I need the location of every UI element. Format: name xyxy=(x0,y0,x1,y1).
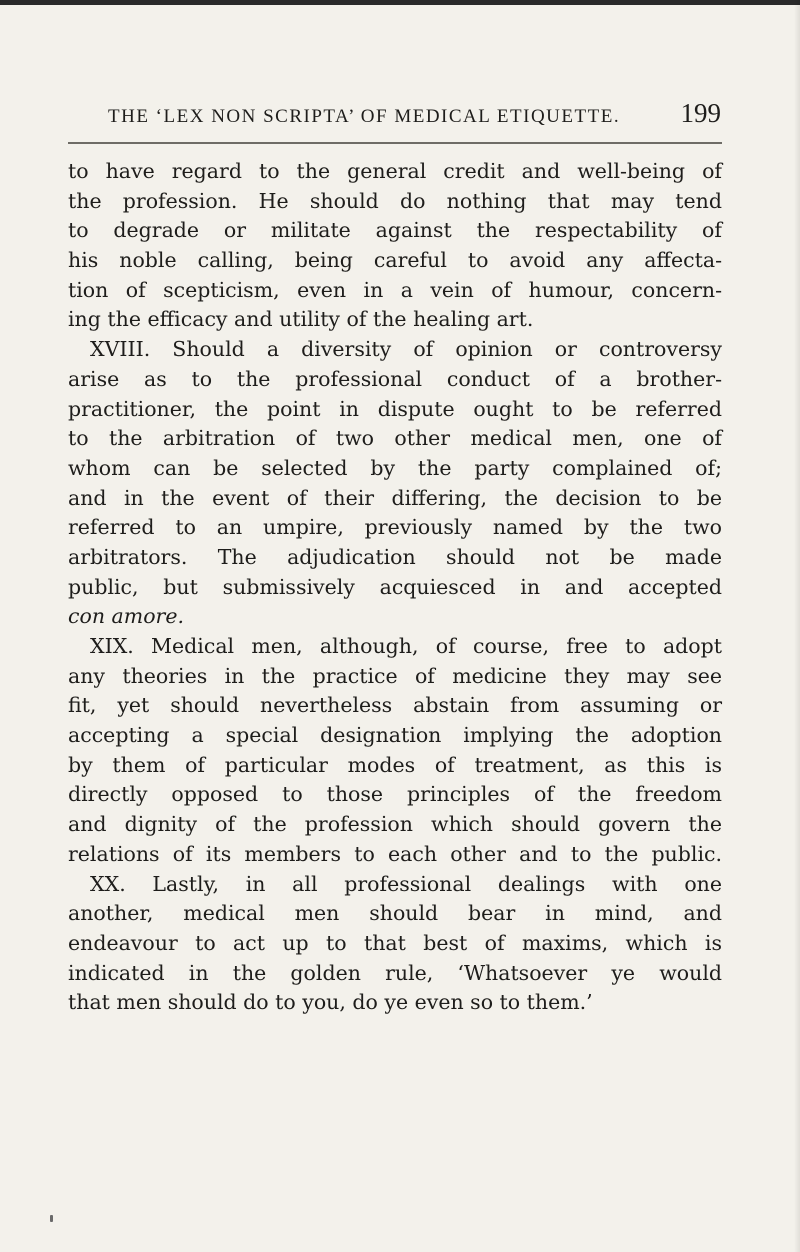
text-line: directly opposed to those principles of the freedom xyxy=(68,782,722,807)
page-speck xyxy=(50,1215,53,1222)
text-line: and in the event of their differing, the decision to be xyxy=(68,485,722,510)
section-xix-heading-line: XIX. Medical men, although, of course, free to adopt xyxy=(90,634,722,658)
body-text xyxy=(68,157,722,1018)
text-line: another, medical men should bear in mind, and xyxy=(68,901,722,926)
text-line: whom can be selected by the party complained of; xyxy=(68,455,722,480)
text-line: his noble calling, being careful to avoid any affecta- xyxy=(68,248,722,273)
section-xx-heading-line: XX. Lastly, in all professional dealings with one xyxy=(90,871,722,896)
running-head xyxy=(108,98,721,132)
text-line: to the arbitration of two other medical men, one of xyxy=(68,426,722,451)
text-line: endeavour to act up to that best of maxims, which is xyxy=(68,930,722,955)
text-line: indicated in the golden rule, ‘Whatsoever ye would xyxy=(68,960,722,985)
text-line: arise as to the professional conduct of a brother- xyxy=(68,366,722,391)
italic-phrase-line: con amore. xyxy=(68,604,184,629)
text-line: public, but submissively acquiesced in and accepted xyxy=(68,574,722,599)
text-line: to have regard to the general credit and well-being of xyxy=(68,159,722,183)
text-line: that men should do to you, do ye even so to them.’ xyxy=(68,990,593,1015)
page-side-shadow xyxy=(794,0,800,1252)
page-number: 199 xyxy=(680,98,721,128)
text-line: and dignity of the profession which should govern the xyxy=(68,812,722,837)
section-xviii-heading-line: XVIII. Should a diversity of opinion or controversy xyxy=(90,337,722,362)
text-line: fit, yet should nevertheless abstain from assuming or xyxy=(68,693,722,718)
text-line: to degrade or militate against the respectability of xyxy=(68,218,722,243)
running-title: THE ‘LEX NON SCRIPTA’ OF MEDICAL ETIQUETTE. xyxy=(108,106,621,127)
text-line: relations of its members to each other and to the public. xyxy=(68,841,722,866)
header-rule xyxy=(68,142,722,144)
text-line: arbitrators. The adjudication should not be made xyxy=(68,544,722,569)
text-line: by them of particular modes of treatment, as this is xyxy=(68,752,722,777)
text-line: ing the efficacy and utility of the healing art. xyxy=(68,307,534,332)
text-line: practitioner, the point in dispute ought to be referred xyxy=(68,396,722,421)
text-line: the profession. He should do nothing that may tend xyxy=(68,188,722,213)
text-line: tion of scepticism, even in a vein of humour, concern- xyxy=(68,277,722,302)
text-line: accepting a special designation implying the adoption xyxy=(68,723,722,748)
page-top-edge xyxy=(0,0,800,5)
text-line: referred to an umpire, previously named by the two xyxy=(68,515,722,540)
text-line: any theories in the practice of medicine they may see xyxy=(68,663,722,688)
